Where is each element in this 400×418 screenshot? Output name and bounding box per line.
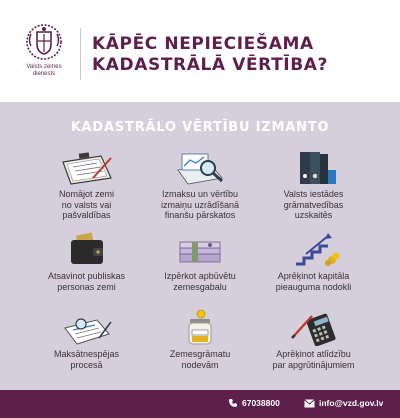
use-item-label-line: izmaiņu uzrādīšanā: [160, 199, 240, 210]
phone-number: 67038800: [242, 398, 280, 408]
clipboard-land-icon: [57, 148, 117, 186]
use-item-label-line: Izpērkot apbūvētu: [164, 271, 236, 281]
use-item: [143, 308, 257, 388]
use-item: [257, 148, 370, 230]
growth-stairs-icon: [284, 230, 344, 268]
wallet-icon: [57, 230, 117, 268]
use-item: [257, 230, 370, 308]
use-item-label-line: finanšu pārskatos: [164, 210, 236, 220]
use-item-label-line: Maksātnespējas: [53, 349, 120, 359]
page-title: [92, 34, 392, 76]
use-item-label-line: no valsts vai: [61, 199, 112, 210]
uses-grid: [30, 148, 370, 388]
use-item: [257, 308, 370, 388]
use-item-label-line: Nomājot zemi: [58, 189, 114, 199]
phone-icon: [228, 398, 238, 408]
use-item-label-line: Izmaksu un vērtību: [161, 189, 239, 199]
use-item: [143, 148, 257, 230]
use-item-label-line: procesā: [70, 359, 103, 370]
use-item: [30, 148, 143, 230]
use-item-label-line: uzskaitēs: [294, 210, 333, 220]
use-item: [30, 308, 143, 388]
binders-icon: [284, 148, 344, 186]
use-item-label-line: personas zemi: [57, 281, 116, 292]
use-item: [30, 230, 143, 308]
footer-phone[interactable]: [228, 398, 280, 408]
footer: [0, 390, 400, 418]
use-item-label-line: Zemesgrāmatu: [169, 349, 231, 359]
section-subtitle: KADASTRĀLO VĒRTĪBU IZMANTO: [70, 120, 330, 135]
use-item-label-line: grāmatvedības: [283, 199, 344, 210]
magnifier-report-icon: [170, 148, 230, 186]
use-item-label-line: par apgrūtinājumiem: [272, 359, 355, 370]
fee-jar-icon: [170, 308, 230, 346]
footer-email[interactable]: [304, 398, 383, 408]
solvency-report-icon: [57, 308, 117, 346]
uses-panel: [0, 102, 400, 390]
use-item: [143, 230, 257, 308]
use-item-label-line: Aprēķinot kapitāla: [277, 271, 350, 281]
use-item-label-line: Aprēķinot atlīdzību: [276, 349, 351, 359]
use-item-label-line: nodevām: [181, 359, 219, 370]
use-item-label-line: pieauguma nodokli: [275, 281, 352, 292]
logo-text-line-1: Valsts zemes: [26, 64, 62, 70]
use-item-label-line: zemesgabalu: [173, 281, 227, 292]
use-item-label-line: pašvaldības: [62, 210, 111, 220]
money-stack-icon: [170, 230, 230, 268]
header-divider: [80, 28, 81, 80]
page-title-line-1: KĀPĒC NEPIECIEŠAMA: [92, 34, 314, 54]
page-title-line-2: KADASTRĀLĀ VĒRTĪBA?: [92, 55, 328, 75]
use-item-label-line: Atsavinot publiskas: [47, 271, 126, 281]
use-item-label-line: Valsts iestādes: [283, 189, 344, 199]
vzd-logo: [16, 22, 72, 84]
mail-icon: [304, 399, 315, 408]
calculator-pen-icon: [284, 308, 344, 346]
email-address: info@vzd.gov.lv: [319, 398, 384, 408]
coat-of-arms-icon: [24, 22, 64, 62]
logo-text-line-2: dienests: [32, 71, 56, 77]
header: [0, 0, 400, 102]
